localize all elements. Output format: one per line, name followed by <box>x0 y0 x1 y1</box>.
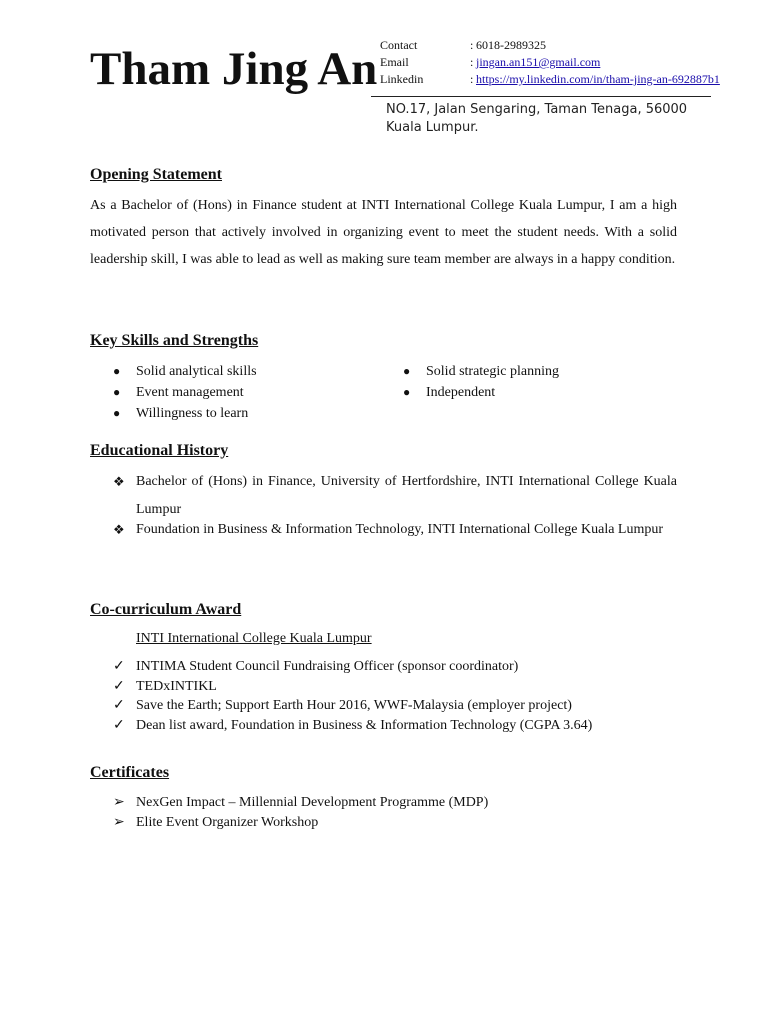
list-item <box>113 696 592 716</box>
contact-label: Contact <box>380 38 418 52</box>
list-item <box>403 361 693 382</box>
checkmark-icon: ✓ <box>113 717 125 733</box>
contact-block <box>380 37 720 88</box>
contact-label: Linkedin <box>380 72 424 86</box>
list-item <box>403 382 693 403</box>
section-title-certificates: Certificates <box>90 764 170 781</box>
section-title-opening: Opening Statement <box>90 166 222 183</box>
award-text: TEDxINTIKL <box>136 678 217 694</box>
arrow-bullet-icon: ➢ <box>113 795 125 810</box>
list-item <box>113 657 592 677</box>
checkmark-icon: ✓ <box>113 659 125 674</box>
contact-separator: : <box>470 72 474 86</box>
bullet-icon: ● <box>113 406 121 420</box>
contact-separator: : <box>470 38 474 52</box>
list-item <box>113 516 677 544</box>
list-item <box>113 793 488 813</box>
skills-column-right <box>403 361 693 424</box>
education-text: Bachelor of (Hons) in Finance, University of Hertfordshire, INTI International College Kuala Lumpur <box>136 474 677 517</box>
address: NO.17, Jalan Sengaring, Taman Tenaga, 56000 Kuala Lumpur. <box>386 102 688 135</box>
skill-text: Event management <box>136 385 244 400</box>
list-item <box>113 716 592 736</box>
skill-text: Independent <box>426 385 496 400</box>
skill-text: Solid strategic planning <box>426 364 559 379</box>
list-item <box>113 361 403 382</box>
bullet-icon: ● <box>113 364 121 378</box>
skill-text: Willingness to learn <box>136 406 249 421</box>
list-item <box>113 403 403 424</box>
education-text: Foundation in Business & Information Technology, INTI International College Kuala Lumpur <box>136 522 664 537</box>
email-link[interactable]: jingan.an151@gmail.com <box>476 55 601 69</box>
checkmark-icon: ✓ <box>113 698 125 713</box>
award-text: Dean list award, Foundation in Business & Information Technology (CGPA 3.64) <box>136 717 593 733</box>
diamond-bullet-icon: ❖ <box>113 474 125 489</box>
checkmark-icon: ✓ <box>113 678 125 694</box>
opening-statement-text: As a Bachelor of (Hons) in Finance student at INTI International College Kuala Lumpur, I am a high motivated person that actively involved in organizing event to meet the student needs. With a solid leadership skill, I was able to lead as well as making sure team member are always in a happy condition. <box>90 198 677 267</box>
education-list <box>113 468 677 536</box>
section-title-skills: Key Skills and Strengths <box>90 332 259 349</box>
skill-text: Solid analytical skills <box>136 364 257 379</box>
diamond-bullet-icon: ❖ <box>113 522 125 537</box>
cocurriculum-organization: INTI International College Kuala Lumpur <box>136 631 372 646</box>
certificate-text: NexGen Impact – Millennial Development Programme (MDP) <box>136 795 489 810</box>
contact-label: Email <box>380 55 409 69</box>
header-divider <box>371 96 711 97</box>
phone-value: 6018-2989325 <box>476 38 546 52</box>
section-title-cocurriculum: Co-curriculum Award <box>90 601 242 618</box>
contact-row-email <box>380 54 720 71</box>
certificate-text: Elite Event Organizer Workshop <box>136 814 319 830</box>
candidate-name: Tham Jing An <box>90 43 378 95</box>
contact-separator: : <box>470 55 474 69</box>
linkedin-link[interactable]: https://my.linkedin.com/in/tham-jing-an-692887b1 <box>476 72 720 86</box>
skills-column-left <box>113 361 403 424</box>
award-list <box>113 657 592 735</box>
bullet-icon: ● <box>403 385 411 399</box>
skills-list <box>113 361 693 424</box>
arrow-bullet-icon: ➢ <box>113 814 125 830</box>
contact-row-phone <box>380 37 720 54</box>
list-item <box>113 677 592 697</box>
award-text: Save the Earth; Support Earth Hour 2016, WWF-Malaysia (employer project) <box>136 698 572 713</box>
bullet-icon: ● <box>403 364 411 378</box>
award-text: INTIMA Student Council Fundraising Officer (sponsor coordinator) <box>136 659 519 674</box>
bullet-icon: ● <box>113 385 121 399</box>
contact-row-linkedin <box>380 71 720 88</box>
list-item <box>113 813 488 833</box>
list-item <box>113 382 403 403</box>
section-title-education: Educational History <box>90 442 229 459</box>
certificate-list <box>113 793 488 832</box>
